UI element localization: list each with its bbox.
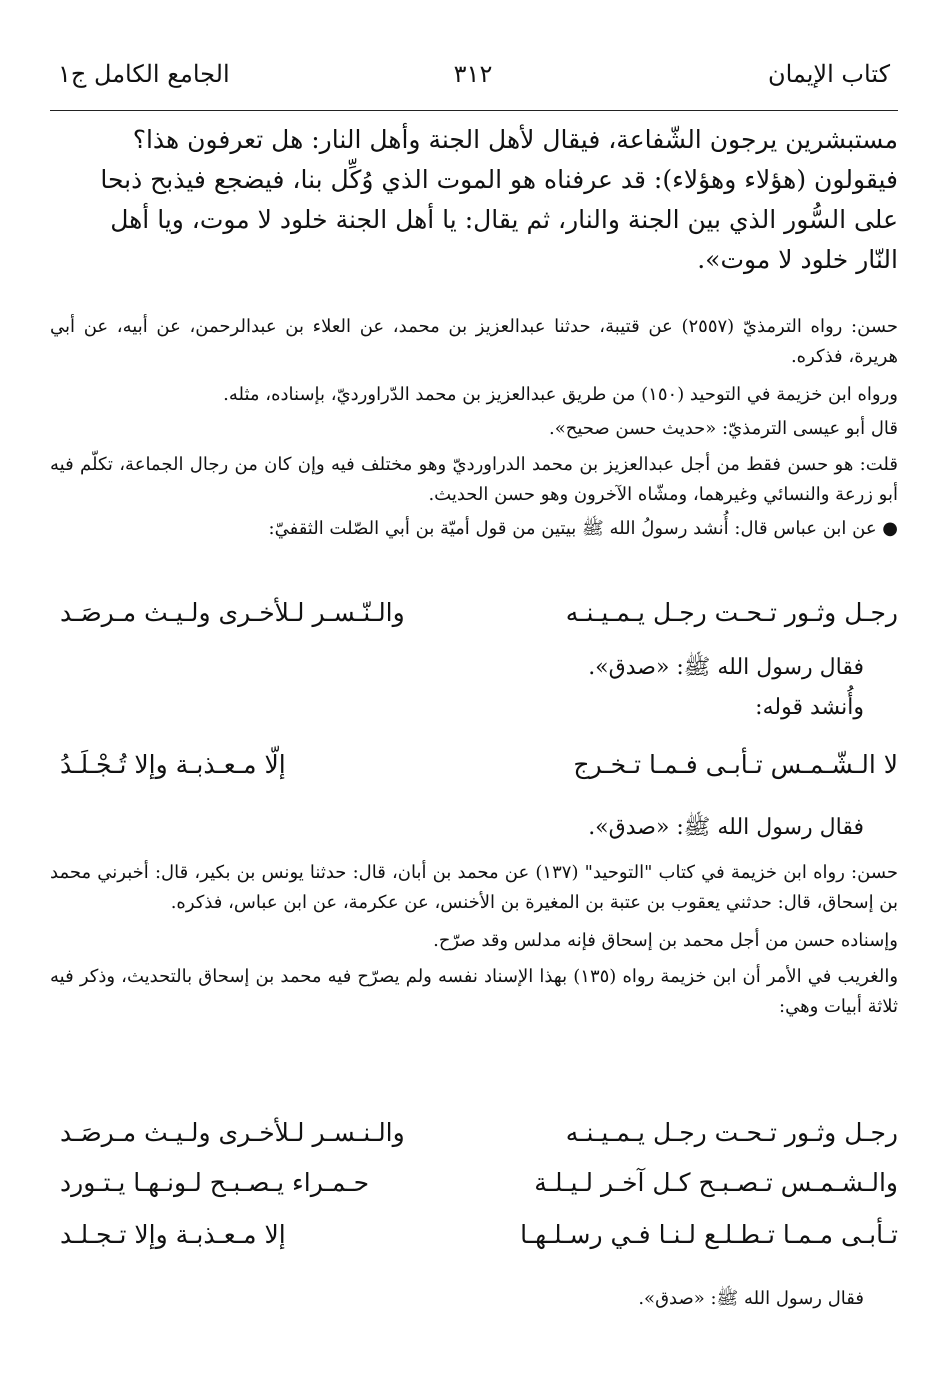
verse-first-hemistich: لا الـشّـمـس تـأبـى فـمـا تـخـرج bbox=[573, 750, 898, 779]
text-line: فيقولون (هؤلاء وهؤلاء): قد عرفناه هو الموت الذي وُكِّل بنا، فيضجع فيذبح ذبحا bbox=[100, 165, 898, 194]
text-line: فقال رسول الله ﷺ: «صدق». bbox=[588, 655, 864, 680]
verse-line bbox=[60, 1168, 898, 1210]
verse-line bbox=[60, 1118, 898, 1160]
verse-first-hemistich: رجـل وثـور تـحـت رجـل يـمـيـنـه bbox=[565, 598, 898, 627]
verse-first-hemistich: تـأبـى مـمـا تـطـلـع لـنـا فـي رسـلـهـا bbox=[520, 1220, 898, 1249]
commentary-paragraph: حسن: رواه الترمذيّ (٢٥٥٧) عن قتيبة، حدثنا عبدالعزيز بن محمد، عن العلاء بن عبدالرحمن، عن أبيه، عن أبي هريرة، فذكره. bbox=[50, 316, 898, 367]
text-line: فقال رسول الله ﷺ: «صدق». bbox=[588, 815, 864, 840]
verse-first-hemistich: والـشـمـس تـصـبـح كـل آخـر لـيـلـة bbox=[534, 1168, 898, 1197]
verse-second-hemistich: إلّا مـعـذبـة وإلا تُـجْـلَـدُ bbox=[60, 750, 286, 779]
narration-lines bbox=[50, 648, 898, 728]
verse-second-hemistich: والـنّـسـر لـلأخـرى ولـيـث مـرصَـد bbox=[60, 598, 405, 627]
commentary-paragraph: حسن: رواه ابن خزيمة في كتاب "التوحيد" (١٣٧) عن محمد بن أبان، قال: حدثنا يونس بن بكير، قال: أخبرني محمد بن إسحاق، قال: حدثني يعقوب بن عتبة بن المغيرة بن الأخنس، عن عكرمة، عن ابن عباس، فذكره. bbox=[50, 862, 898, 913]
verse-line bbox=[60, 598, 898, 640]
text-line: وأُنشد قوله: bbox=[755, 695, 864, 720]
commentary-paragraph: قلت: هو حسن فقط من أجل عبدالعزيز بن محمد الدراورديّ وهو مختلف فيه وإن كان من رجال الجماعة، تكلّم فيه أبو زرعة والنسائي وغيرهما، ومشّاه الآخرون وهو حسن الحديث. bbox=[50, 454, 898, 505]
commentary-paragraph: قال أبو عيسى الترمذيّ: «حديث حسن صحيح». bbox=[549, 418, 898, 439]
series-title: الجامع الكامل ج١ bbox=[58, 60, 230, 88]
text-line: على السُّور الذي بين الجنة والنار، ثم يقال: يا أهل الجنة خلود لا موت، ويا أهل bbox=[110, 205, 898, 234]
text-line: فقال رسول الله ﷺ: «صدق». bbox=[638, 1288, 864, 1309]
hadith-text bbox=[50, 120, 898, 280]
verse-line bbox=[60, 750, 898, 792]
verse-second-hemistich: والـنـسـر لـلأخـرى ولـيـث مـرصَـد bbox=[60, 1118, 405, 1147]
running-header bbox=[40, 56, 906, 96]
text-line: مستبشرين يرجون الشّفاعة، فيقال لأهل الجنة وأهل النار: هل تعرفون هذا؟ bbox=[132, 125, 898, 154]
closing-line bbox=[50, 1284, 898, 1314]
header-rule bbox=[50, 110, 898, 111]
commentary-paragraph: والغريب في الأمر أن ابن خزيمة رواه (١٣٥) بهذا الإسناد نفسه ولم يصرّح فيه محمد بن إسحاق بالتحديث، وذكر فيه ثلاثة أبيات وهي: bbox=[50, 966, 899, 1017]
hadith-intro: ● عن ابن عباس قال: أُنشد رسولُ الله ﷺ بيتين من قول أميّة بن أبي الصّلت الثقفيّ: bbox=[268, 518, 898, 539]
text-line: النّار خلود لا موت». bbox=[697, 245, 898, 274]
verse-first-hemistich: رجـل وثـور تـحـت رجـل يـمـيـنـه bbox=[565, 1118, 898, 1147]
verse-second-hemistich: حـمـراء يـصـبـح لـونـهـا يـتـورد bbox=[60, 1168, 370, 1197]
verse-second-hemistich: إلا مـعـذبـة وإلا تـجـلـد bbox=[60, 1220, 286, 1249]
commentary-paragraph: وإسناده حسن من أجل محمد بن إسحاق فإنه مدلس وقد صرّح. bbox=[433, 930, 898, 951]
commentary-paragraph: ورواه ابن خزيمة في التوحيد (١٥٠) من طريق عبدالعزيز بن محمد الدّراورديّ، بإسناده، مثله. bbox=[223, 384, 898, 405]
book-title: كتاب الإيمان bbox=[767, 60, 890, 88]
page-number: ٣١٢ bbox=[453, 60, 493, 88]
commentary-2 bbox=[50, 858, 898, 1022]
commentary-1 bbox=[50, 312, 898, 544]
narration-line bbox=[50, 808, 898, 848]
verse-line bbox=[60, 1220, 898, 1262]
